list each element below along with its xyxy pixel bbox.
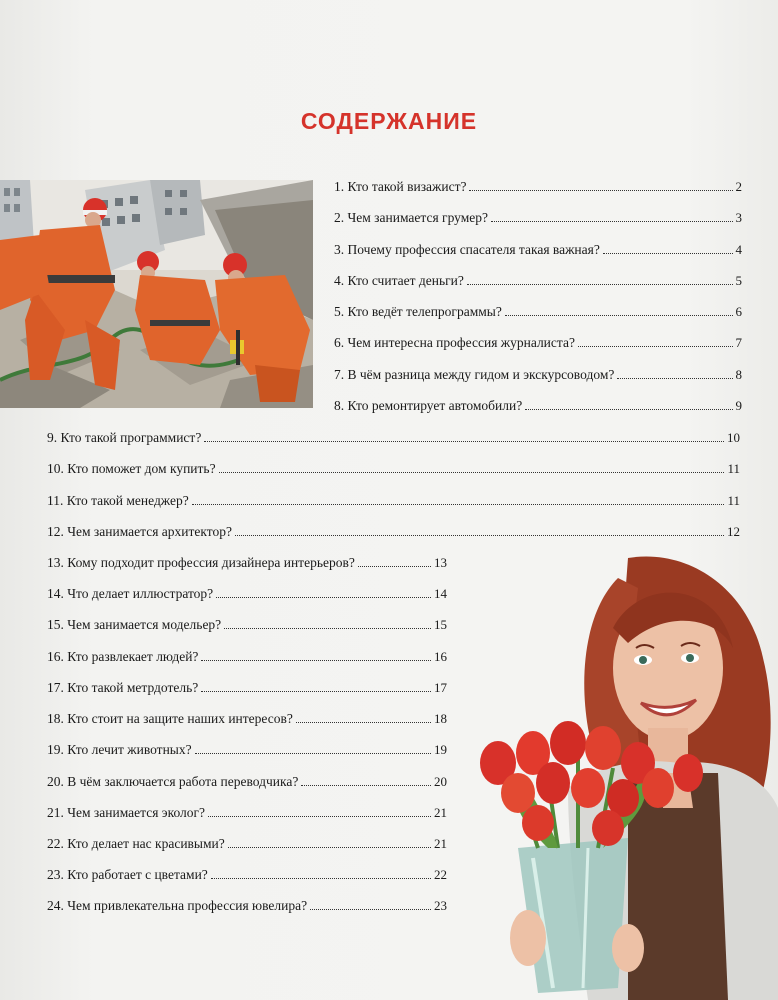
toc-entry[interactable] <box>47 491 740 509</box>
toc-entry-label: 11. Кто такой менеджер? <box>47 493 189 508</box>
toc-entry-page: 18 <box>434 711 447 726</box>
toc-entry-page: 11 <box>727 461 740 476</box>
toc-leader-dots <box>467 284 733 285</box>
toc-entry[interactable] <box>47 709 447 727</box>
toc-entry-label: 2. Чем занимается грумер? <box>334 210 488 225</box>
toc-entry[interactable] <box>47 522 740 540</box>
toc-entry-page: 16 <box>434 649 447 664</box>
toc-entry-label: 13. Кому подходит профессия дизайнера интерьеров? <box>47 555 355 570</box>
toc-leader-dots <box>204 441 724 442</box>
toc-entry[interactable] <box>334 240 742 258</box>
toc-entry[interactable] <box>47 678 447 696</box>
toc-leader-dots <box>491 221 733 222</box>
toc-entry-label: 20. В чём заключается работа переводчика? <box>47 774 299 789</box>
page-title: СОДЕРЖАНИЕ <box>300 108 478 134</box>
toc-leader-dots <box>617 378 732 379</box>
toc-entry[interactable] <box>334 208 742 226</box>
toc-entry[interactable] <box>47 647 447 665</box>
toc-entry-label: 16. Кто развлекает людей? <box>47 649 199 664</box>
toc-entry-label: 14. Что делает иллюстратор? <box>47 586 214 601</box>
toc-entry[interactable] <box>334 396 742 414</box>
toc-entry-page: 5 <box>735 273 742 288</box>
toc-entry-label: 17. Кто такой метрдотель? <box>47 680 199 695</box>
toc-entry[interactable] <box>334 365 742 383</box>
toc-entry-page: 21 <box>434 805 447 820</box>
toc-entry-label: 9. Кто такой программист? <box>47 430 202 445</box>
toc-entry-page: 19 <box>434 742 447 757</box>
toc-entry-page: 21 <box>434 836 447 851</box>
toc-entry-label: 15. Чем занимается модельер? <box>47 617 222 632</box>
woman-with-tulips-illustration <box>478 548 778 1000</box>
toc-leader-dots <box>192 504 725 505</box>
toc-entry-page: 15 <box>434 617 447 632</box>
toc-entry-label: 19. Кто лечит животных? <box>47 742 192 757</box>
toc-entry-label: 3. Почему профессия спасателя такая важная? <box>334 242 600 257</box>
toc-leader-dots <box>201 660 431 661</box>
toc-entry-page: 14 <box>434 586 447 601</box>
toc-entry-page: 4 <box>735 242 742 257</box>
toc-entry-label: 7. В чём разница между гидом и экскурсоводом? <box>334 367 615 382</box>
toc-entry[interactable] <box>47 865 447 883</box>
toc-entry[interactable] <box>334 302 742 320</box>
toc-leader-dots <box>211 878 431 879</box>
toc-leader-dots <box>301 785 431 786</box>
toc-entry-page: 3 <box>735 210 742 225</box>
toc-entry-label: 21. Чем занимается эколог? <box>47 805 206 820</box>
toc-leader-dots <box>216 597 431 598</box>
toc-entry-page: 7 <box>735 335 742 350</box>
toc-entry-page: 20 <box>434 774 447 789</box>
toc-entry[interactable] <box>47 428 740 446</box>
toc-entry-label: 8. Кто ремонтирует автомобили? <box>334 398 523 413</box>
toc-leader-dots <box>219 472 725 473</box>
toc-entry-label: 5. Кто ведёт телепрограммы? <box>334 304 502 319</box>
toc-leader-dots <box>208 816 431 817</box>
toc-entry[interactable] <box>334 271 742 289</box>
toc-entry-label: 24. Чем привлекательна профессия ювелира? <box>47 898 308 913</box>
toc-entry-page: 12 <box>727 524 740 539</box>
toc-entry[interactable] <box>47 615 447 633</box>
toc-leader-dots <box>195 753 431 754</box>
toc-leader-dots <box>469 190 732 191</box>
rescuers-illustration <box>0 180 313 408</box>
toc-entry-page: 6 <box>735 304 742 319</box>
toc-entry-page: 23 <box>434 898 447 913</box>
toc-entry-page: 11 <box>727 493 740 508</box>
toc-entry-page: 17 <box>434 680 447 695</box>
toc-entry[interactable] <box>47 896 447 914</box>
toc-entry[interactable] <box>334 177 742 195</box>
toc-leader-dots <box>201 691 431 692</box>
toc-leader-dots <box>358 566 431 567</box>
toc-entry-page: 8 <box>735 367 742 382</box>
toc-entry[interactable] <box>47 740 447 758</box>
toc-entry[interactable] <box>47 553 447 571</box>
toc-entry[interactable] <box>334 333 742 351</box>
toc-entry-label: 23. Кто работает с цветами? <box>47 867 208 882</box>
toc-leader-dots <box>235 535 724 536</box>
toc-entry-label: 12. Чем занимается архитектор? <box>47 524 232 539</box>
toc-entry[interactable] <box>47 459 740 477</box>
toc-leader-dots <box>578 346 733 347</box>
toc-entry-label: 6. Чем интересна профессия журналиста? <box>334 335 575 350</box>
toc-entry-page: 10 <box>727 430 740 445</box>
toc-leader-dots <box>228 847 431 848</box>
toc-entry-page: 9 <box>735 398 742 413</box>
toc-entry-label: 10. Кто поможет дом купить? <box>47 461 216 476</box>
toc-leader-dots <box>525 409 732 410</box>
toc-entry-page: 13 <box>434 555 447 570</box>
toc-entry-page: 2 <box>735 179 742 194</box>
toc-leader-dots <box>224 628 431 629</box>
toc-entry-page: 22 <box>434 867 447 882</box>
toc-entry-label: 22. Кто делает нас красивыми? <box>47 836 225 851</box>
toc-entry-label: 1. Кто такой визажист? <box>334 179 467 194</box>
toc-leader-dots <box>603 253 733 254</box>
toc-entry-label: 4. Кто считает деньги? <box>334 273 464 288</box>
toc-leader-dots <box>296 722 431 723</box>
toc-entry[interactable] <box>47 772 447 790</box>
toc-entry[interactable] <box>47 584 447 602</box>
toc-entry-label: 18. Кто стоит на защите наших интересов? <box>47 711 293 726</box>
toc-entry[interactable] <box>47 834 447 852</box>
toc-leader-dots <box>310 909 431 910</box>
toc-leader-dots <box>505 315 733 316</box>
toc-entry[interactable] <box>47 803 447 821</box>
